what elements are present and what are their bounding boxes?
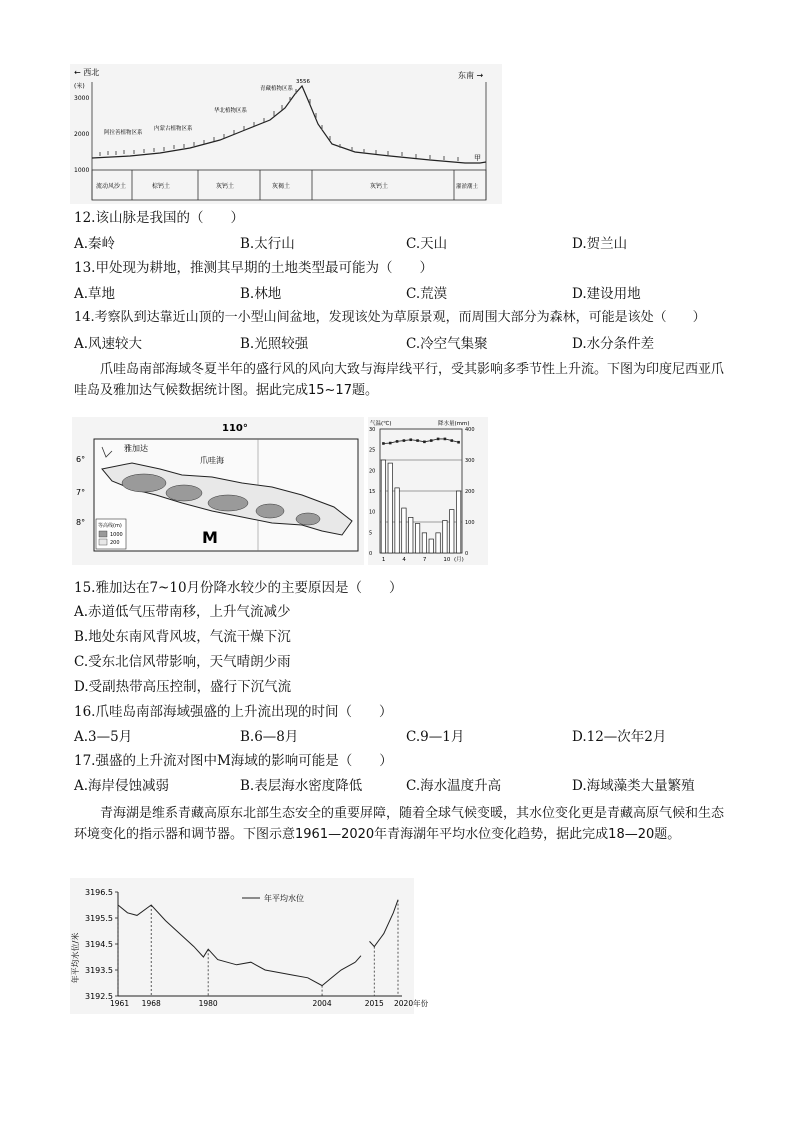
lake-chart-ylabel: 年平均水位/米 — [71, 932, 80, 984]
passage-qinghai-lake: 青海湖是维系青藏高原东北部生态安全的重要屏障，随着全球气候变暖，其水位变化更是青藏高原气候和生态环境变化的指示器和调节器。下图示意1961—2020年青海湖年平均水位变化趋势，据此完成18—20题。 — [74, 806, 725, 842]
option-a[interactable]: A.3—5月 — [74, 729, 133, 745]
mountain-profile-figure — [70, 64, 502, 204]
precip-tick-label: 100 — [465, 520, 475, 526]
option-d[interactable]: D.贺兰山 — [572, 236, 628, 252]
climate-chart-figure — [368, 417, 488, 565]
lake-x-tick-label: 1968 — [141, 999, 161, 1008]
option-d[interactable]: D.水分条件差 — [572, 336, 655, 352]
lake-x-tick-label: 2004 — [312, 999, 332, 1008]
option-b[interactable]: B.光照较强 — [240, 336, 309, 352]
precip-tick-label: 300 — [465, 458, 475, 464]
precip-bar — [395, 488, 399, 553]
question-16-stem: 16.爪哇岛南部海域强盛的上升流出现的时间（ ） — [74, 704, 393, 720]
temp-point — [389, 442, 392, 445]
option-c[interactable]: C.天山 — [406, 236, 448, 252]
lake-level-chart-figure — [70, 878, 429, 1014]
zone-label: 阿拉善植物区系 — [104, 130, 143, 136]
map-latitude: 6° — [76, 455, 86, 464]
temp-tick-label: 10 — [369, 509, 376, 516]
profile-y-unit: (米) — [74, 83, 85, 90]
precip-bar — [388, 463, 392, 553]
map-longitude: 110° — [222, 423, 248, 434]
passage-java: 爪哇岛南部海域冬夏半年的盛行风的风向大致与海岸线平行，受其影响多季节性上升流。下图为印度尼西亚爪哇岛及雅加达气候数据统计图。据此完成15~17题。 — [74, 362, 725, 398]
option-a[interactable]: A.海岸侵蚀减弱 — [74, 778, 170, 794]
lake-y-tick-label: 3195.5 — [85, 914, 113, 923]
lake-y-tick-label: 3196.5 — [85, 888, 113, 897]
climate-temp-label: 气温(℃) — [370, 421, 392, 427]
zone-label: 青藏植物区系 — [260, 86, 294, 92]
temp-point — [437, 438, 440, 441]
lake-y-tick-label: 3194.5 — [85, 940, 113, 949]
map-legend-title: 等高线(m) — [98, 523, 122, 529]
lake-legend-label: 年平均水位 — [264, 894, 304, 903]
option-c[interactable]: C.海水温度升高 — [406, 778, 502, 794]
lake-x-tick-label: 1980 — [198, 999, 218, 1008]
temp-tick-label: 0 — [369, 551, 373, 557]
precip-bar — [415, 524, 419, 553]
map-latitude: 7° — [76, 488, 86, 497]
month-tick-label: 1 — [381, 557, 386, 563]
question-13-stem: 13.甲处现为耕地，推测其早期的土地类型最可能为（ ） — [74, 260, 433, 276]
profile-right-dir: 东南 → — [458, 71, 484, 80]
lake-y-tick-label: 3193.5 — [85, 966, 113, 975]
temp-point — [450, 439, 453, 442]
vegetation-marks — [100, 89, 458, 161]
temp-point — [409, 438, 412, 441]
option-d[interactable]: D.受副热带高压控制，盛行下沉气流 — [74, 679, 292, 695]
temp-line — [383, 439, 458, 444]
temp-tick-label: 20 — [369, 468, 376, 475]
profile-y-tick: 3000 — [74, 95, 90, 102]
month-tick-label: (月) — [454, 557, 464, 563]
temp-point — [382, 442, 385, 445]
option-b[interactable]: B.地处东南风背风坡，气流干燥下沉 — [74, 629, 291, 645]
soil-label: 灌淤潮土 — [456, 184, 479, 190]
month-tick-label: 7 — [422, 557, 427, 563]
terrain-profile-line — [92, 86, 486, 163]
soil-label: 灰钙土 — [216, 183, 235, 190]
option-b[interactable]: B.太行山 — [240, 236, 295, 252]
lake-level-series-line — [118, 905, 355, 986]
question-12-stem: 12.该山脉是我国的（ ） — [74, 210, 244, 226]
temp-point — [457, 441, 460, 444]
option-d[interactable]: D.海域藻类大量繁殖 — [572, 778, 695, 794]
temp-point — [396, 440, 399, 443]
option-c[interactable]: C.荒漠 — [406, 286, 448, 302]
precip-bar — [422, 533, 426, 553]
climate-chart-svg — [368, 417, 488, 565]
java-map-figure — [72, 417, 364, 565]
profile-y-tick: 1000 — [74, 167, 90, 174]
soil-label: 流动风沙土 — [96, 183, 127, 190]
java-map-svg — [72, 417, 364, 565]
option-c[interactable]: C.9—1月 — [406, 729, 465, 745]
precip-bar — [429, 539, 433, 553]
option-a[interactable]: A.风速较大 — [74, 336, 143, 352]
soil-label: 棕钙土 — [152, 183, 171, 190]
precip-bar — [456, 491, 460, 553]
profile-peak-label: 3556 — [296, 79, 310, 85]
question-14-options — [74, 335, 734, 353]
precip-bar — [443, 520, 447, 553]
precip-bar — [381, 460, 385, 553]
precip-tick-label: 400 — [465, 427, 475, 433]
option-c[interactable]: C.受东北信风带影响，天气晴朗少雨 — [74, 654, 291, 670]
temp-tick-label: 25 — [369, 447, 376, 454]
option-a[interactable]: A.赤道低气压带南移，上升气流减少 — [74, 604, 291, 620]
question-12-options — [74, 235, 734, 253]
map-m-label: M — [202, 528, 218, 547]
lake-level-gap-stub — [355, 956, 361, 963]
option-b[interactable]: B.6—8月 — [240, 729, 299, 745]
option-d[interactable]: D.12—次年2月 — [572, 729, 667, 745]
precip-tick-label: 0 — [465, 551, 469, 557]
option-b[interactable]: B.林地 — [240, 286, 282, 302]
map-sea-label: 爪哇海 — [200, 456, 224, 465]
temp-point — [444, 438, 447, 441]
temp-tick-label: 15 — [369, 489, 376, 495]
temp-tick-label: 5 — [369, 530, 373, 537]
profile-left-dir: ← 西北 — [74, 68, 100, 77]
map-latitude: 8° — [76, 518, 86, 527]
mountain-profile-svg — [70, 64, 502, 204]
precip-bar — [436, 533, 440, 553]
lake-y-tick-label: 3192.5 — [85, 992, 113, 1001]
option-b[interactable]: B.表层海水密度降低 — [240, 778, 363, 794]
map-jakarta-label: 雅加达 — [124, 444, 148, 453]
profile-y-tick: 2000 — [74, 131, 90, 138]
map-legend-value: 200 — [110, 540, 120, 546]
lake-x-tick-label: 2015 — [364, 999, 384, 1008]
soil-label: 灰钙土 — [370, 183, 389, 190]
month-tick-label: 4 — [402, 557, 406, 563]
precip-bar — [402, 508, 406, 553]
option-a[interactable]: A.草地 — [74, 286, 116, 302]
question-14-stem: 14.考察队到达靠近山顶的一小型山间盆地，发现该处为草原景观，而周围大部分为森林，可能是该处（ ） — [74, 310, 706, 325]
soil-label: 灰褐土 — [272, 183, 291, 190]
lake-level-chart-svg — [70, 878, 429, 1014]
map-legend-value: 1000 — [110, 532, 123, 538]
lake-x-tick-label: 2020年份 — [394, 999, 429, 1008]
temp-point — [430, 439, 433, 442]
zone-label: 华北植物区系 — [214, 108, 248, 114]
lake-x-tick-label: 1961 — [110, 999, 130, 1008]
temp-point — [423, 441, 426, 444]
temp-point — [403, 439, 406, 442]
question-15-stem: 15.雅加达在7~10月份降水较少的主要原因是（ ） — [74, 580, 403, 596]
lake-level-series-line — [370, 900, 399, 947]
question-16-options — [74, 728, 734, 746]
precip-bar — [409, 517, 413, 553]
precip-tick-label: 200 — [465, 489, 475, 495]
month-tick-label: 10 — [443, 557, 451, 563]
profile-jia-label: 甲 — [474, 154, 481, 162]
question-17-stem: 17.强盛的上升流对图中M海域的影响可能是（ ） — [74, 753, 393, 769]
temp-tick-label: 30 — [369, 427, 376, 433]
question-13-options — [74, 285, 734, 303]
option-a[interactable]: A.秦岭 — [74, 236, 116, 252]
option-d[interactable]: D.建设用地 — [572, 286, 641, 302]
question-17-options — [74, 777, 734, 795]
precip-bar — [450, 510, 454, 553]
climate-precip-label: 降水量(mm) — [438, 421, 470, 427]
zone-label: 内蒙古植物区系 — [154, 126, 193, 132]
temp-point — [416, 439, 419, 442]
option-c[interactable]: C.冷空气集聚 — [406, 336, 488, 352]
